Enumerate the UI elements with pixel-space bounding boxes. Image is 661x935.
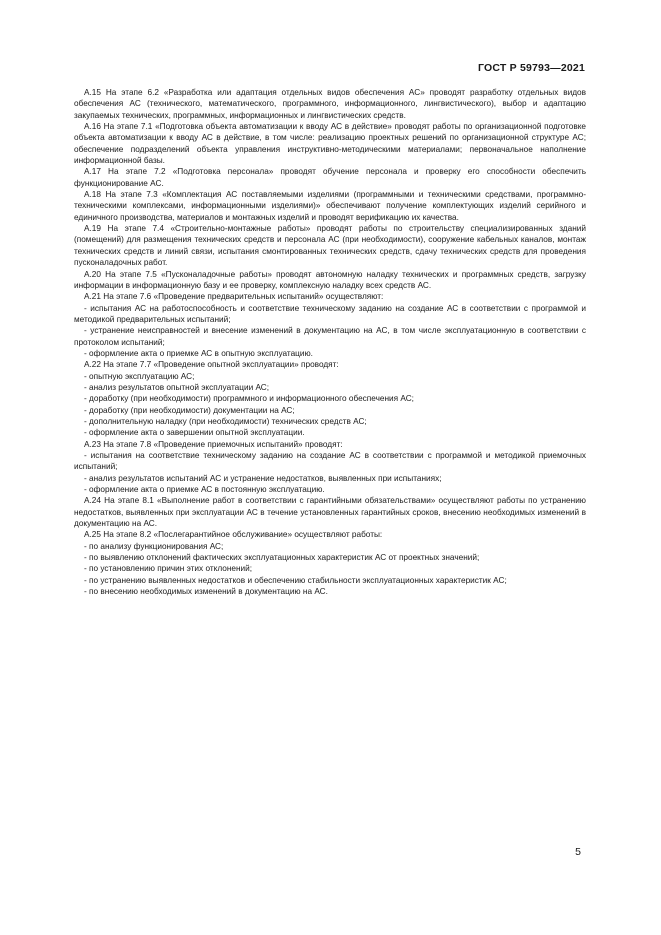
- list-item: - дополнительную наладку (при необходимости) технических средств АС;: [84, 416, 367, 426]
- list-item: - анализ результатов опытной эксплуатации АС;: [84, 382, 270, 392]
- paragraph: А.21 На этапе 7.6 «Проведение предварительных испытаний» осуществляют:: [84, 292, 384, 302]
- paragraph: А.23 На этапе 7.8 «Проведение приемочных испытаний» проводят:: [84, 439, 343, 449]
- paragraph: А.19 На этапе 7.4 «Строительно-монтажные работы» проводят работы по строительству специализированных зданий (помещений) для размещения технических средств и персонала АС (при необходимости), сооружение кабельных каналов, монтаж технических средств и линий связи, испытания смонтированных технических средств, сдачу технических средств для проведения пусконаладочных работ.: [74, 224, 586, 268]
- paragraph: А.17 На этапе 7.2 «Подготовка персонала» проводят обучение персонала и проверку его способности обеспечить функционирование АС.: [74, 167, 586, 188]
- document-standard-number: ГОСТ Р 59793—2021: [477, 62, 585, 74]
- paragraph: А.16 На этапе 7.1 «Подготовка объекта автоматизации к вводу АС в действие» проводят работы по организационной подготовке объекта автоматизации к вводу АС в действие, в том числе: реализацию проектных решений по организационной структуре АС; обеспечение подразделений объекта управления инструктивно-методическими материалами; первоначальное наполнение информационной базы.: [74, 122, 586, 166]
- list-item: - по выявлению отклонений фактических эксплуатационных характеристик АС от проектных значений;: [84, 553, 480, 563]
- list-item: - по анализу функционирования АС;: [84, 541, 224, 551]
- document-body: [74, 87, 586, 597]
- paragraph: А.25 На этапе 8.2 «Послегарантийное обслуживание» осуществляют работы:: [84, 530, 383, 540]
- list-item: - доработку (при необходимости) программного и информационного обеспечения АС;: [84, 394, 414, 404]
- list-item: - оформление акта о приемке АС в опытную эксплуатацию.: [84, 348, 313, 358]
- page-number: 5: [575, 846, 581, 858]
- list-item: - опытную эксплуатацию АС;: [84, 371, 195, 381]
- list-item: - оформление акта о приемке АС в постоянную эксплуатацию.: [84, 485, 325, 495]
- list-item: - анализ результатов испытаний АС и устранение недостатков, выявленных при испытаниях;: [84, 473, 442, 483]
- list-item: - по внесению необходимых изменений в документацию на АС.: [84, 587, 328, 597]
- list-item: - оформление акта о завершении опытной эксплуатации.: [84, 428, 305, 438]
- list-item: - по установлению причин этих отклонений;: [84, 564, 253, 574]
- list-item: - доработку (при необходимости) документации на АС;: [84, 405, 295, 415]
- list-item: - по устранению выявленных недостатков и обеспечению стабильности эксплуатационных характеристик АС;: [84, 575, 507, 585]
- list-item: - испытания АС на работоспособность и соответствие техническому заданию на создание АС в соответствии с программой и методикой предварительных испытаний;: [74, 303, 586, 324]
- list-item: - испытания на соответствие техническому заданию на создание АС в соответствии с программой и методикой приемочных испытаний;: [74, 451, 586, 472]
- paragraph: А.18 На этапе 7.3 «Комплектация АС поставляемыми изделиями (программными и техническими средствами, программно-техническими комплексами, информационными изделиями)» обеспечивают получение комплектующих изделий серийного и единичного производства, материалов и монтажных изделий и проводят верификацию их качества.: [74, 190, 586, 222]
- paragraph: А.15 На этапе 6.2 «Разработка или адаптация отдельных видов обеспечения АС» проводят разработку отдельных видов обеспечения АС (технического, математического, программного, информационного, лингвистического), выбор и адаптацию закупаемых технических, программных, информационных и лингвистических средств.: [74, 88, 586, 120]
- paragraph: А.24 На этапе 8.1 «Выполнение работ в соответствии с гарантийными обязательствами» осуществляют работы по устранению недостатков, выявленных при эксплуатации АС в течение установленных гарантийных сроков, внесению необходимых изменений в документацию на АС.: [74, 496, 586, 529]
- list-item: - устранение неисправностей и внесение изменений в документацию на АС, в том числе эксплуатационную в соответствии с протоколом испытаний;: [74, 326, 586, 347]
- paragraph: А.22 На этапе 7.7 «Проведение опытной эксплуатации» проводят:: [84, 360, 339, 370]
- paragraph: А.20 На этапе 7.5 «Пусконаладочные работы» проводят автономную наладку технических и программных средств, загрузку информации в информационную базу и ее проверку, комплексную наладку всех средств АС.: [74, 269, 586, 290]
